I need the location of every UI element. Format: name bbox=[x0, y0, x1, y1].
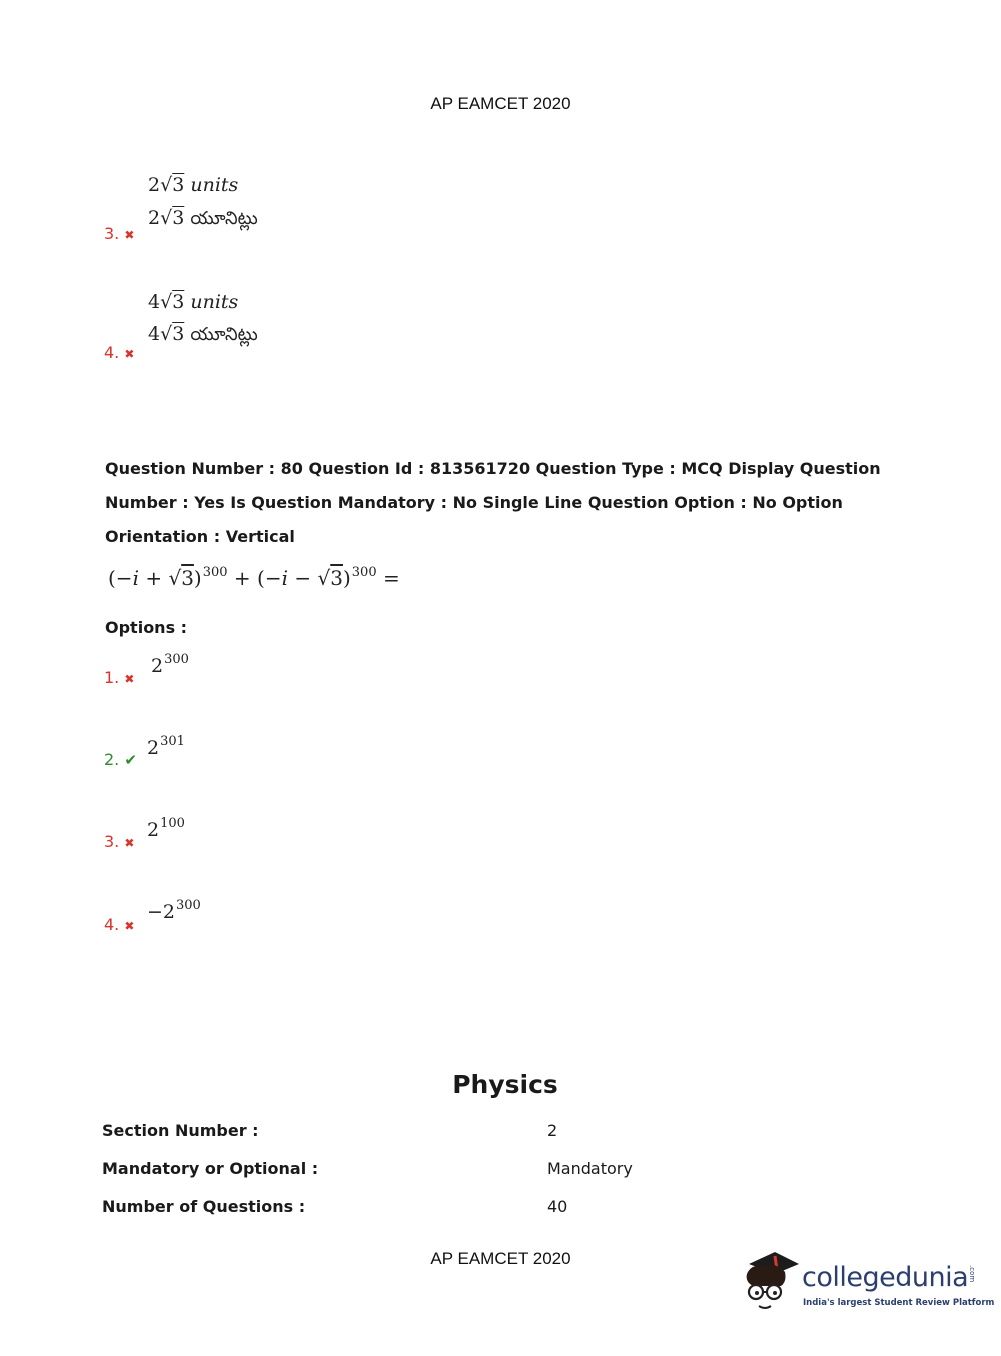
options-label: Options : bbox=[105, 618, 188, 637]
question-meta-line-3: Orientation : Vertical bbox=[105, 527, 295, 546]
question-count-value: 40 bbox=[547, 1197, 568, 1216]
cross-icon: ✖ bbox=[124, 919, 135, 933]
question-expression: $(-i + √3)^{300} + (-i - √3)^{300}$ = bbox=[108, 565, 400, 590]
cross-icon: ✖ bbox=[124, 836, 135, 850]
collegedunia-mascot-icon bbox=[741, 1250, 801, 1312]
logo-suffix: .com bbox=[968, 1264, 977, 1282]
question-count-label: Number of Questions : bbox=[102, 1197, 306, 1216]
option-4-value: $-2^{300}$ bbox=[147, 898, 201, 923]
logo-name: collegedunia bbox=[802, 1262, 969, 1293]
logo-tagline: India's largest Student Review Platform bbox=[803, 1298, 995, 1308]
collegedunia-logo bbox=[802, 1262, 976, 1293]
option-3-number: 3. ✖ bbox=[104, 832, 135, 851]
section-number-value: 2 bbox=[547, 1121, 558, 1140]
prev-option-3-en: 2√3 units bbox=[148, 174, 239, 196]
cross-icon: ✖ bbox=[124, 347, 135, 361]
prev-option-4-en: 4√3 units bbox=[148, 291, 239, 313]
prev-option-3-te: 2√3 యూనిట్లు bbox=[148, 207, 258, 229]
mandatory-label: Mandatory or Optional : bbox=[102, 1159, 319, 1178]
prev-option-4-number: 4. ✖ bbox=[104, 343, 135, 362]
option-2-number: 2. ✔ bbox=[104, 750, 137, 769]
page-footer: AP EAMCET 2020 bbox=[430, 1249, 571, 1268]
option-1-number: 1. ✖ bbox=[104, 668, 135, 687]
option-3-value: $2^{100}$ bbox=[147, 816, 185, 841]
mandatory-value: Mandatory bbox=[547, 1159, 633, 1178]
page-header: AP EAMCET 2020 bbox=[430, 94, 571, 113]
section-title: Physics bbox=[452, 1070, 558, 1099]
question-meta-line-1: Question Number : 80 Question Id : 813561720 Question Type : MCQ Display Question bbox=[105, 459, 881, 478]
cross-icon: ✖ bbox=[124, 228, 135, 242]
option-2-value: $2^{301}$ bbox=[147, 734, 185, 759]
option-4-number: 4. ✖ bbox=[104, 915, 135, 934]
cross-icon: ✖ bbox=[124, 672, 135, 686]
option-1-value: $2^{300}$ bbox=[151, 652, 189, 677]
question-meta bbox=[105, 452, 965, 554]
prev-option-4-te: 4√3 యూనిట్లు bbox=[148, 323, 258, 345]
prev-option-3-number: 3. ✖ bbox=[104, 224, 135, 243]
question-meta-line-2: Number : Yes Is Question Mandatory : No Single Line Question Option : No Option bbox=[105, 493, 843, 512]
section-number-label: Section Number : bbox=[102, 1121, 259, 1140]
check-icon: ✔ bbox=[124, 751, 137, 769]
